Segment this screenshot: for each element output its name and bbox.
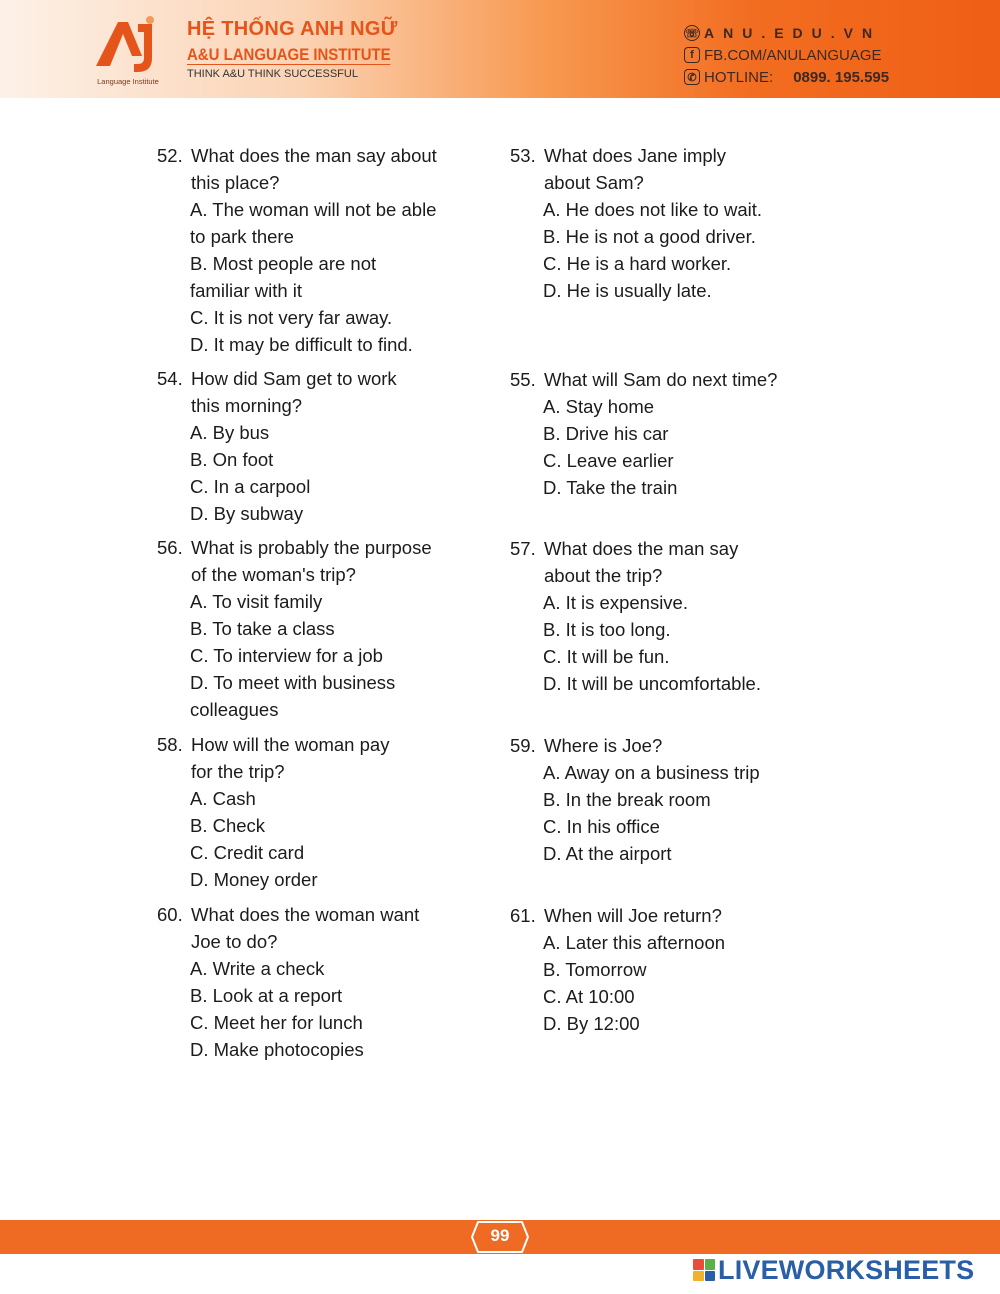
question-55: [510, 366, 850, 501]
facebook-icon: f: [684, 47, 700, 63]
question-53: [510, 142, 850, 304]
facebook-row[interactable]: [684, 44, 889, 66]
option-b[interactable]: B. To take a class: [190, 618, 335, 639]
option-a[interactable]: A. Away on a business trip: [543, 762, 760, 783]
question-number: 59.: [510, 735, 536, 756]
option-d[interactable]: D. By 12:00: [543, 1013, 640, 1034]
option-a[interactable]: A. It is expensive.: [543, 592, 688, 613]
option-d[interactable]: D. Take the train: [543, 477, 678, 498]
question-number: 56.: [157, 537, 183, 558]
question-number: 58.: [157, 734, 183, 755]
brand-title: HỆ THỐNG ANH NGỮ: [187, 18, 398, 40]
option-b[interactable]: B. Tomorrow: [543, 959, 647, 980]
question-54: [157, 365, 497, 527]
question-number: 53.: [510, 145, 536, 166]
option-c[interactable]: C. In a carpool: [190, 476, 311, 497]
option-a[interactable]: A. Stay home: [543, 396, 655, 417]
option-a[interactable]: A. Later this afternoon: [543, 932, 726, 953]
question-number: 61.: [510, 905, 536, 926]
question-58: [157, 731, 497, 893]
facebook-text: FB.COM/ANULANGUAGE: [704, 46, 882, 64]
option-d[interactable]: D. It may be difficult to find.: [190, 334, 413, 355]
option-c[interactable]: C. In his office: [543, 816, 660, 837]
option-d[interactable]: D. Money order: [190, 869, 318, 890]
question-60: [157, 901, 497, 1063]
anu-logo: [90, 14, 166, 88]
option-a[interactable]: A. He does not like to wait.: [543, 199, 763, 220]
phone-globe-icon: ☏: [684, 25, 700, 41]
question-52: [157, 142, 497, 358]
question-stem: What does the man say about this place?: [191, 145, 437, 193]
question-57: [510, 535, 850, 697]
hotline-number: 0899. 195.595: [793, 68, 890, 86]
hotline-label: HOTLINE:: [704, 68, 774, 86]
question-number: 60.: [157, 904, 183, 925]
option-b[interactable]: B. He is not a good driver.: [543, 226, 756, 247]
question-stem: What does the woman want Joe to do?: [191, 904, 420, 952]
option-c[interactable]: C. Leave earlier: [543, 450, 674, 471]
option-b[interactable]: B. In the break room: [543, 789, 711, 810]
brand-subtitle: A&U LANGUAGE INSTITUTE: [187, 45, 391, 64]
question-stem: What does Jane imply about Sam?: [544, 145, 727, 193]
option-d[interactable]: D. To meet with business colleagues: [190, 672, 396, 720]
option-d[interactable]: D. It will be uncomfortable.: [543, 673, 761, 694]
logo-caption: Language Institute: [97, 77, 159, 86]
option-a[interactable]: A. Cash: [190, 788, 256, 809]
option-a[interactable]: A. Write a check: [190, 958, 325, 979]
contact-block: [684, 22, 889, 88]
phone-icon: ✆: [684, 69, 700, 85]
option-d[interactable]: D. He is usually late.: [543, 280, 712, 301]
question-stem: When will Joe return?: [544, 905, 722, 926]
option-c[interactable]: C. Meet her for lunch: [190, 1012, 363, 1033]
option-c[interactable]: C. To interview for a job: [190, 645, 383, 666]
option-a[interactable]: A. To visit family: [190, 591, 323, 612]
question-stem: Where is Joe?: [544, 735, 663, 756]
option-c[interactable]: C. He is a hard worker.: [543, 253, 732, 274]
option-b[interactable]: B. Drive his car: [543, 423, 669, 444]
question-stem: What will Sam do next time?: [544, 369, 778, 390]
question-number: 55.: [510, 369, 536, 390]
option-a[interactable]: A. By bus: [190, 422, 270, 443]
page-header: [0, 0, 1000, 98]
question-stem: How did Sam get to work this morning?: [191, 368, 397, 416]
hotline-row[interactable]: [684, 66, 889, 88]
page-number: 99: [490, 1226, 510, 1245]
question-number: 52.: [157, 145, 183, 166]
option-b[interactable]: B. It is too long.: [543, 619, 671, 640]
option-c[interactable]: C. It will be fun.: [543, 646, 670, 667]
question-56: [157, 534, 497, 723]
brand-slogan: THINK A&U THINK SUCCESSFUL: [187, 68, 358, 80]
question-59: [510, 732, 850, 867]
question-61: [510, 902, 850, 1037]
option-b[interactable]: B. On foot: [190, 449, 274, 470]
option-d[interactable]: D. Make photocopies: [190, 1039, 364, 1060]
website-row[interactable]: [684, 22, 889, 44]
option-a[interactable]: A. The woman will not be able to park there: [190, 199, 437, 247]
question-stem: How will the woman pay for the trip?: [191, 734, 390, 782]
liveworksheets-logo-icon: [693, 1259, 715, 1281]
brand-block: [187, 18, 418, 80]
liveworksheets-text: LIVEWORKSHEETS: [718, 1254, 975, 1285]
option-d[interactable]: D. At the airport: [543, 843, 672, 864]
option-b[interactable]: B. Check: [190, 815, 266, 836]
question-stem: What does the man say about the trip?: [544, 538, 739, 586]
option-d[interactable]: D. By subway: [190, 503, 304, 524]
liveworksheets-brand[interactable]: [693, 1255, 974, 1285]
option-b[interactable]: B. Look at a report: [190, 985, 343, 1006]
question-number: 57.: [510, 538, 536, 559]
question-number: 54.: [157, 368, 183, 389]
question-stem: What is probably the purpose of the woman's trip?: [191, 537, 432, 585]
option-c[interactable]: C. It is not very far away.: [190, 307, 393, 328]
option-c[interactable]: C. Credit card: [190, 842, 305, 863]
option-c[interactable]: C. At 10:00: [543, 986, 635, 1007]
website-text: ANU.EDU.VN: [704, 25, 882, 41]
option-b[interactable]: B. Most people are not familiar with it: [190, 253, 377, 301]
